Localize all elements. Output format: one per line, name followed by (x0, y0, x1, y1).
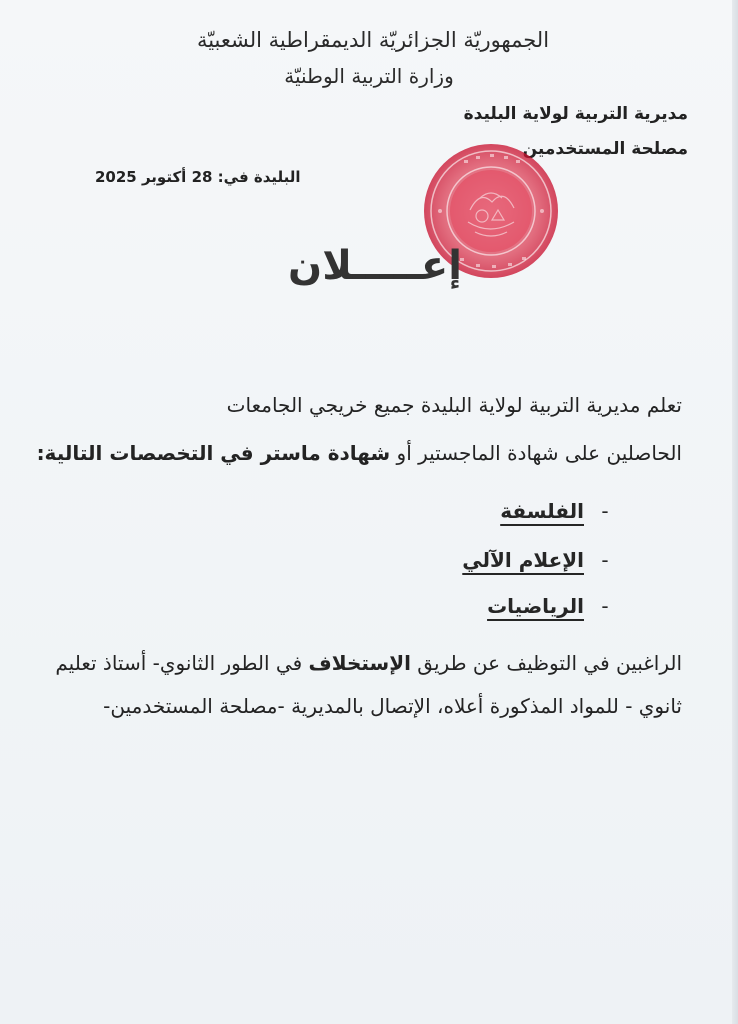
list-item: -الرياضيات (487, 594, 609, 618)
announcement-title: إعـــــلان (288, 243, 462, 289)
list-item: -الفلسفة (500, 499, 609, 523)
body-line-4: ثانوي - للمواد المذكورة أعلاه، الإتصال بالمديرية -مصلحة المستخدمين- (103, 694, 682, 718)
directorate-line: مديرية التربية لولاية البليدة (463, 104, 688, 124)
ministry-heading: وزارة التربية الوطنيّة (284, 64, 454, 88)
page-edge (732, 0, 738, 1024)
list-item: -الإعلام الآلي (462, 548, 609, 572)
body-line-1: تعلم مديرية التربية لولاية البليدة جميع خريجي الجامعات (226, 393, 682, 417)
body-line-3: الراغبين في التوظيف عن طريق الإستخلاف في الطور الثانوي- أستاذ تعليم (55, 651, 682, 675)
date-line: البليدة في: 28 أكتوبر 2025 (95, 168, 301, 186)
service-line: مصلحة المستخدمين (522, 139, 688, 159)
body-line-2: الحاصلين على شهادة الماجستير أو شهادة ماستر في التخصصات التالية: (36, 441, 682, 465)
republic-heading: الجمهوريّة الجزائريّة الديمقراطية الشعبيّة (196, 28, 550, 52)
